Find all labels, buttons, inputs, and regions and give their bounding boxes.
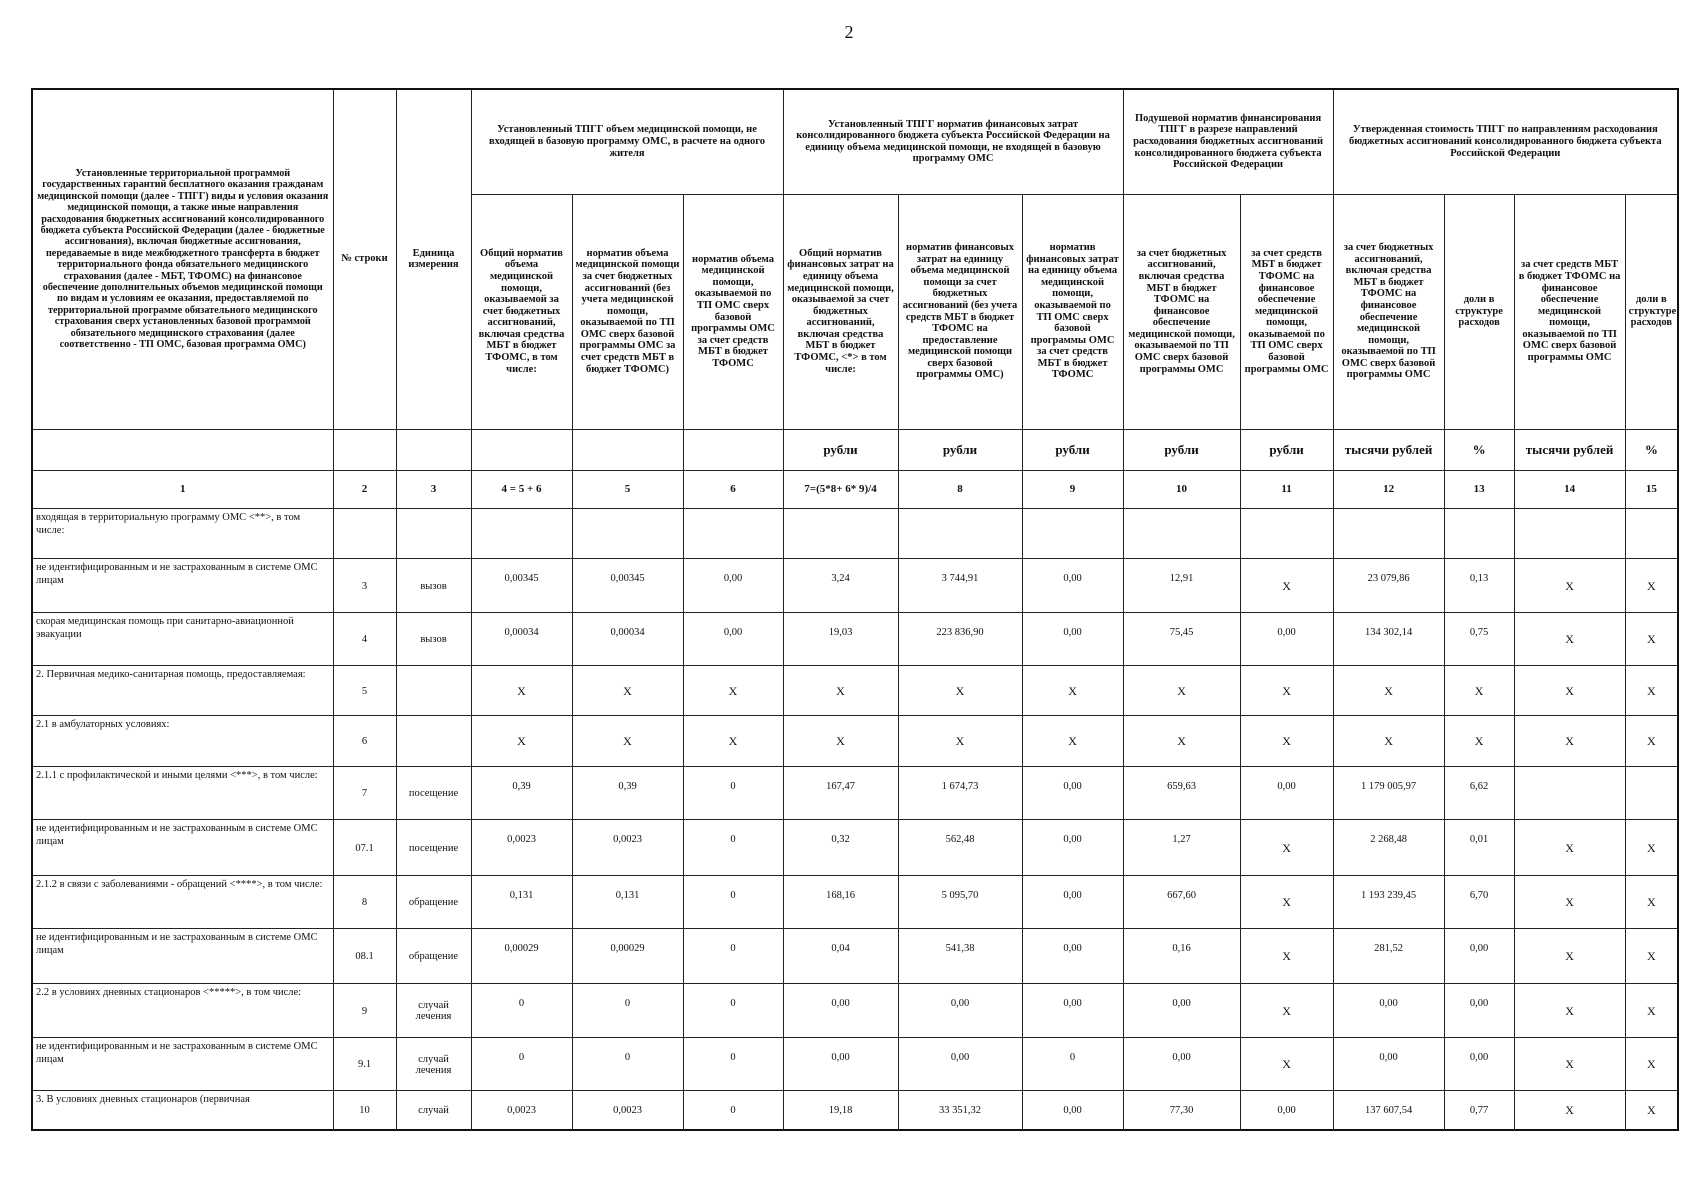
table-row (32, 1090, 1678, 1130)
table-cell: Х (1625, 612, 1678, 665)
table-cell (1123, 508, 1240, 558)
table-cell: 0,16 (1123, 928, 1240, 983)
unit-cell: % (1444, 429, 1514, 470)
table-cell (333, 508, 396, 558)
table-cell: обращение (396, 875, 471, 928)
table-cell: 223 836,90 (898, 612, 1022, 665)
table-row (32, 983, 1678, 1037)
table-row (32, 819, 1678, 875)
table-cell: 281,52 (1333, 928, 1444, 983)
row-label: 2.1.2 в связи с заболеваниями - обращений <****>, в том числе: (32, 875, 333, 928)
table-cell: 562,48 (898, 819, 1022, 875)
table-cell: вызов (396, 558, 471, 612)
table-cell: 0,00 (683, 558, 783, 612)
table-cell: 6,62 (1444, 766, 1514, 819)
table-cell: 77,30 (1123, 1090, 1240, 1130)
table-cell: Х (1240, 715, 1333, 766)
table-cell: 0,00 (683, 612, 783, 665)
table-cell (471, 508, 572, 558)
table-cell: Х (683, 715, 783, 766)
table-cell: 0 (683, 1037, 783, 1090)
unit-cell: рубли (1240, 429, 1333, 470)
table-cell: Х (1625, 983, 1678, 1037)
column-number: 14 (1514, 470, 1625, 508)
table-cell: Х (1514, 983, 1625, 1037)
table-cell: 0,00 (1333, 1037, 1444, 1090)
table-cell: Х (1240, 928, 1333, 983)
column-number: 2 (333, 470, 396, 508)
header-col-15: доли в структуре расходов (1625, 194, 1678, 429)
table-row (32, 766, 1678, 819)
table-cell: 5 095,70 (898, 875, 1022, 928)
header-col-10: за счет бюджетных ассигнований, включая средства МБТ в бюджет ТФОМС на финансовое обеспечение медицинской помощи, оказываемой по ТП ОМС сверх базовой программы ОМС (1123, 194, 1240, 429)
column-number: 13 (1444, 470, 1514, 508)
table-cell: вызов (396, 612, 471, 665)
table-cell: Х (1444, 715, 1514, 766)
table-cell: 0,00 (1444, 1037, 1514, 1090)
column-number: 5 (572, 470, 683, 508)
table-cell: 0,01 (1444, 819, 1514, 875)
table-row (32, 875, 1678, 928)
table-cell: 167,47 (783, 766, 898, 819)
table-cell: Х (1240, 983, 1333, 1037)
header-group-cost: Установленный ТПГГ норматив финансовых затрат консолидированного бюджета субъекта Российской Федерации на единицу объема медицинской помощи, не входящей в базовую программу ОМС (783, 89, 1123, 194)
table-row (32, 612, 1678, 665)
unit-cell: рубли (783, 429, 898, 470)
table-cell (1514, 766, 1625, 819)
table-cell: Х (1123, 715, 1240, 766)
table-cell: 0,00 (898, 1037, 1022, 1090)
table-cell: 0 (572, 983, 683, 1037)
table-cell (1625, 766, 1678, 819)
table-row (32, 715, 1678, 766)
table-cell: Х (1625, 715, 1678, 766)
table-cell: 0 (1022, 1037, 1123, 1090)
table-cell (783, 508, 898, 558)
column-number: 15 (1625, 470, 1678, 508)
table-cell: 9 (333, 983, 396, 1037)
table-cell: случай лечения (396, 983, 471, 1037)
unit-cell: рубли (898, 429, 1022, 470)
header-col-9: норматив финансовых затрат на единицу объема медицинской помощи, оказываемой по ТП ОМС сверх базовой программы ОМС за счет средств МБТ в бюджет ТФОМС (1022, 194, 1123, 429)
unit-cell: рубли (1123, 429, 1240, 470)
table-cell: 0,00029 (572, 928, 683, 983)
row-label: скорая медицинская помощь при санитарно-авиационной эвакуации (32, 612, 333, 665)
table-cell: 0,00 (1240, 612, 1333, 665)
table-cell: 168,16 (783, 875, 898, 928)
table-cell (683, 508, 783, 558)
table-cell (396, 508, 471, 558)
table-cell: Х (1514, 819, 1625, 875)
column-number: 11 (1240, 470, 1333, 508)
table-cell: 0,00 (1123, 983, 1240, 1037)
table-cell: Х (1022, 715, 1123, 766)
table-cell: 5 (333, 665, 396, 715)
header-group-per-capita: Подушевой норматив финансирования ТПГГ в разрезе направлений расходования бюджетных ассигнований консолидированного бюджета субъекта Российской Федерации (1123, 89, 1333, 194)
table-row (32, 1037, 1678, 1090)
table-cell: 0,04 (783, 928, 898, 983)
table-row (32, 508, 1678, 558)
table-cell: 0,0023 (471, 1090, 572, 1130)
table-cell: 6 (333, 715, 396, 766)
table-cell: 0,00 (1022, 819, 1123, 875)
table-cell (1514, 508, 1625, 558)
table-cell (396, 665, 471, 715)
table-cell: 9.1 (333, 1037, 396, 1090)
table-cell: 0,00 (1240, 1090, 1333, 1130)
unit-cell: % (1625, 429, 1678, 470)
table-cell: 0,131 (471, 875, 572, 928)
table-cell: Х (572, 665, 683, 715)
table-cell: 0 (471, 1037, 572, 1090)
unit-cell: тысячи рублей (1514, 429, 1625, 470)
unit-cell: тысячи рублей (1333, 429, 1444, 470)
header-col-6: норматив объема медицинской помощи, оказываемой по ТП ОМС сверх базовой программы ОМС за счет средств МБТ в бюджет ТФОМС (683, 194, 783, 429)
table-cell: Х (1240, 558, 1333, 612)
table-cell: 0,77 (1444, 1090, 1514, 1130)
table-cell: 0,75 (1444, 612, 1514, 665)
table-cell: 0,13 (1444, 558, 1514, 612)
header-group-total: Утвержденная стоимость ТПГГ по направлениям расходования бюджетных ассигнований консолидированного бюджета субъекта Российской Федерации (1333, 89, 1678, 194)
table-cell: 0 (683, 766, 783, 819)
table-cell (572, 508, 683, 558)
table-cell: 0,00 (783, 983, 898, 1037)
unit-cell (471, 429, 572, 470)
table-cell: Х (783, 665, 898, 715)
table-cell: 0,39 (471, 766, 572, 819)
table-cell: 0,00 (1022, 983, 1123, 1037)
table-cell: 19,03 (783, 612, 898, 665)
table-cell: 3,24 (783, 558, 898, 612)
table-cell: Х (471, 715, 572, 766)
table-cell: 0,0023 (471, 819, 572, 875)
table-cell: Х (898, 715, 1022, 766)
header-col-13: доли в структуре расходов (1444, 194, 1514, 429)
column-number: 4 = 5 + 6 (471, 470, 572, 508)
unit-cell (683, 429, 783, 470)
table-cell: Х (1625, 1037, 1678, 1090)
header-col-14: за счет средств МБТ в бюджет ТФОМС на финансовое обеспечение медицинской помощи, оказываемой по ТП ОМС сверх базовой программы ОМС (1514, 194, 1625, 429)
table-cell (898, 508, 1022, 558)
table-cell (1240, 508, 1333, 558)
table-cell: Х (471, 665, 572, 715)
table-cell: 23 079,86 (1333, 558, 1444, 612)
table-cell: Х (783, 715, 898, 766)
table-cell: посещение (396, 819, 471, 875)
row-label: 2.2 в условиях дневных стационаров <*****>, в том числе: (32, 983, 333, 1037)
table-cell: 0,00 (1022, 558, 1123, 612)
table-cell: 0 (683, 928, 783, 983)
table-cell: 0,32 (783, 819, 898, 875)
table-cell: 8 (333, 875, 396, 928)
table-cell: Х (1123, 665, 1240, 715)
column-number: 7=(5*8+ 6* 9)/4 (783, 470, 898, 508)
table-cell: 541,38 (898, 928, 1022, 983)
column-number: 3 (396, 470, 471, 508)
table-cell: 0,00345 (471, 558, 572, 612)
table-cell: 0 (683, 983, 783, 1037)
table-cell: 0,00345 (572, 558, 683, 612)
row-label: входящая в территориальную программу ОМС <**>, в том числе: (32, 508, 333, 558)
table-cell: Х (1625, 665, 1678, 715)
column-number: 1 (32, 470, 333, 508)
unit-cell (396, 429, 471, 470)
table-cell: Х (1514, 875, 1625, 928)
column-numbers-row (32, 470, 1678, 508)
column-number: 6 (683, 470, 783, 508)
table-cell: 0,00 (898, 983, 1022, 1037)
table-cell: 1 193 239,45 (1333, 875, 1444, 928)
table-cell: 0,00 (1022, 612, 1123, 665)
table-cell: Х (1514, 928, 1625, 983)
table-cell (396, 715, 471, 766)
units-row (32, 429, 1678, 470)
table-cell: Х (1240, 875, 1333, 928)
table-cell: Х (1625, 928, 1678, 983)
table-cell: 19,18 (783, 1090, 898, 1130)
table-cell (1625, 508, 1678, 558)
table-cell: 33 351,32 (898, 1090, 1022, 1130)
table-cell: 3 744,91 (898, 558, 1022, 612)
table-cell: 667,60 (1123, 875, 1240, 928)
table-cell: Х (1240, 1037, 1333, 1090)
table-cell: 0,00 (1444, 928, 1514, 983)
table-body (32, 508, 1678, 1130)
table-cell: Х (1444, 665, 1514, 715)
table-row (32, 558, 1678, 612)
header-col-1: Установленные территориальной программой государственных гарантий бесплатного оказания гражданам медицинской помощи (далее - ТПГГ) виды и условия оказания медицинской помощи, а также иные направления расходования бюджетных ассигнований консолидированного бюджета субъекта Российской Федерации (далее - бюджетные ассигнования), включая бюджетные ассигнования, передаваемые в виде межбюджетного трансферта в бюджет территориального фонда обязательного медицинского страхования (далее - МБТ, ТФОМС) на финансовое обеспечение дополнительных объемов медицинской помощи по видам и условиям ее оказания, предоставляемой по территориальной программе обязательного медицинского страхования сверх установленных базовой программой обязательного медицинского страхования (далее соответственно - ТП ОМС, базовая программа ОМС) (32, 89, 333, 429)
row-label: не идентифицированным и не застрахованным в системе ОМС лицам (32, 819, 333, 875)
table-cell: 7 (333, 766, 396, 819)
table-cell: 0,00034 (572, 612, 683, 665)
table-cell: 0,39 (572, 766, 683, 819)
row-label: 2.1.1 с профилактической и иными целями <***>, в том числе: (32, 766, 333, 819)
table-cell: Х (1333, 715, 1444, 766)
header-col-5: норматив объема медицинской помощи за счет бюджетных ассигнований (без учета медицинской помощи, оказываемой по ТП ОМС сверх базовой программы ОМС за счет средств МБТ в бюджет ТФОМС) (572, 194, 683, 429)
table-cell: Х (1625, 819, 1678, 875)
table-cell: 137 607,54 (1333, 1090, 1444, 1130)
table-cell: Х (1514, 1090, 1625, 1130)
table-cell: 659,63 (1123, 766, 1240, 819)
header-col-2: № строки (333, 89, 396, 429)
table-cell: 10 (333, 1090, 396, 1130)
page-number: 2 (844, 22, 854, 42)
table-cell: 0 (572, 1037, 683, 1090)
table-cell: 0,00029 (471, 928, 572, 983)
table-cell: 08.1 (333, 928, 396, 983)
financing-table (31, 88, 1679, 1131)
unit-cell (333, 429, 396, 470)
unit-cell (32, 429, 333, 470)
table-cell: 2 268,48 (1333, 819, 1444, 875)
header-col-4: Общий норматив объема медицинской помощи, оказываемой за счет бюджетных ассигнований, включая средства МБТ в бюджет ТФОМС, в том числе: (471, 194, 572, 429)
table-cell: Х (1625, 875, 1678, 928)
table-cell: 0,0023 (572, 1090, 683, 1130)
header-col-8: норматив финансовых затрат на единицу объема медицинской помощи за счет бюджетных ассигнований (без учета средств МБТ в бюджет ТФОМС на предоставление медицинской помощи сверх базовой программы ОМС) (898, 194, 1022, 429)
table-cell: Х (1333, 665, 1444, 715)
unit-cell: рубли (1022, 429, 1123, 470)
table-cell: 07.1 (333, 819, 396, 875)
table-cell: Х (1625, 1090, 1678, 1130)
header-col-12: за счет бюджетных ассигнований, включая средства МБТ в бюджет ТФОМС на финансовое обеспечение медицинской помощи, оказываемой по ТП ОМС сверх базовой программы ОМС (1333, 194, 1444, 429)
table-cell: Х (572, 715, 683, 766)
table-cell: Х (683, 665, 783, 715)
table-cell: 0 (683, 819, 783, 875)
table-cell (1444, 508, 1514, 558)
table-cell: Х (1240, 819, 1333, 875)
row-label: не идентифицированным и не застрахованным в системе ОМС лицам (32, 558, 333, 612)
table-cell: обращение (396, 928, 471, 983)
table-cell: Х (1514, 1037, 1625, 1090)
table-cell: 4 (333, 612, 396, 665)
table-cell: случай (396, 1090, 471, 1130)
table-cell: Х (1022, 665, 1123, 715)
table-cell: Х (898, 665, 1022, 715)
table-cell: 0,00 (1444, 983, 1514, 1037)
table-cell: 0,00 (1123, 1037, 1240, 1090)
table-cell: Х (1240, 665, 1333, 715)
row-label: 2.1 в амбулаторных условиях: (32, 715, 333, 766)
table-cell: 1,27 (1123, 819, 1240, 875)
table-cell: Х (1514, 612, 1625, 665)
row-label: 2. Первичная медико-санитарная помощь, предоставляемая: (32, 665, 333, 715)
header-col-3: Единица измерения (396, 89, 471, 429)
table-cell: 0,00 (783, 1037, 898, 1090)
table-cell: 0,00 (1333, 983, 1444, 1037)
column-number: 10 (1123, 470, 1240, 508)
unit-cell (572, 429, 683, 470)
table-row (32, 928, 1678, 983)
table-cell: 0,131 (572, 875, 683, 928)
row-label: не идентифицированным и не застрахованным в системе ОМС лицам (32, 1037, 333, 1090)
column-number: 8 (898, 470, 1022, 508)
table-cell: случай лечения (396, 1037, 471, 1090)
row-label: не идентифицированным и не застрахованным в системе ОМС лицам (32, 928, 333, 983)
column-number: 9 (1022, 470, 1123, 508)
table-cell: посещение (396, 766, 471, 819)
table-cell: 0 (471, 983, 572, 1037)
table-cell: 0,00 (1022, 766, 1123, 819)
table-row (32, 665, 1678, 715)
table-cell: Х (1514, 558, 1625, 612)
header-col-7: Общий норматив финансовых затрат на единицу объема медицинской помощи, оказываемой за счет бюджетных ассигнований, включая средства МБТ в бюджет ТФОМС, <*> в том числе: (783, 194, 898, 429)
table-cell: 12,91 (1123, 558, 1240, 612)
table-cell: 0,00 (1022, 928, 1123, 983)
table-cell: 75,45 (1123, 612, 1240, 665)
table-cell: 1 674,73 (898, 766, 1022, 819)
row-label: 3. В условиях дневных стационаров (первичная (32, 1090, 333, 1130)
table-cell: 0,0023 (572, 819, 683, 875)
table-cell: 3 (333, 558, 396, 612)
table-cell: 6,70 (1444, 875, 1514, 928)
table-cell: 0,00 (1022, 1090, 1123, 1130)
table-cell: 134 302,14 (1333, 612, 1444, 665)
table-cell (1022, 508, 1123, 558)
table-cell: 0,00 (1022, 875, 1123, 928)
table-cell: Х (1514, 715, 1625, 766)
table-cell: Х (1625, 558, 1678, 612)
table-cell: 0 (683, 1090, 783, 1130)
header-col-11: за счет средств МБТ в бюджет ТФОМС на финансовое обеспечение медицинской помощи, оказываемой по ТП ОМС сверх базовой программы ОМС (1240, 194, 1333, 429)
column-number: 12 (1333, 470, 1444, 508)
table-cell: 0,00 (1240, 766, 1333, 819)
table-cell: 0,00034 (471, 612, 572, 665)
table-cell (1333, 508, 1444, 558)
header-group-volume: Установленный ТПГГ объем медицинской помощи, не входящей в базовую программу ОМС, в расчете на одного жителя (471, 89, 783, 194)
table-cell: 1 179 005,97 (1333, 766, 1444, 819)
table-cell: Х (1514, 665, 1625, 715)
table-cell: 0 (683, 875, 783, 928)
